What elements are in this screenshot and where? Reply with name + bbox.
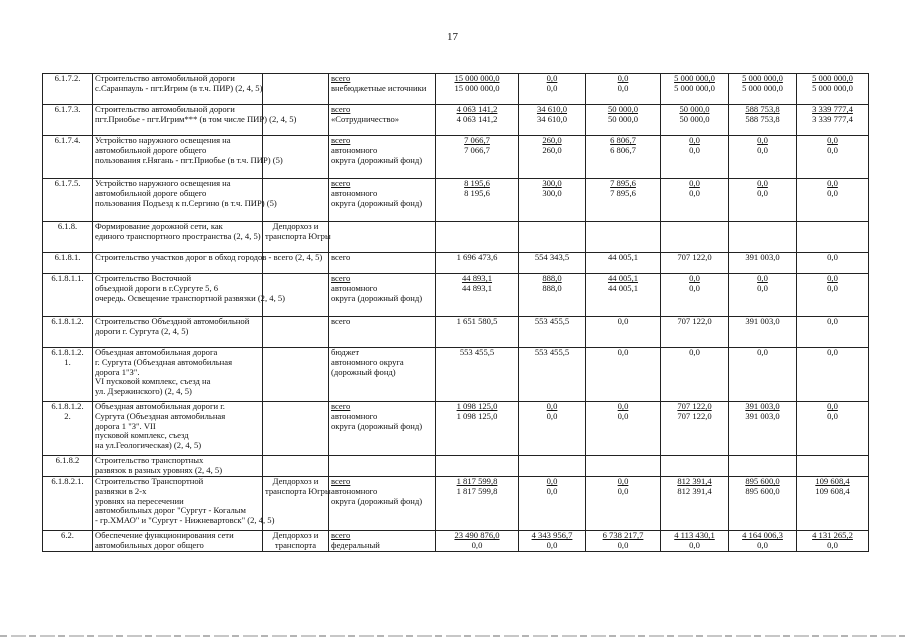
funding-source: всего внебюджетные источники: [329, 74, 436, 105]
amount-value: 5 000 000,0: [742, 73, 783, 83]
amount-value: 0,0: [827, 135, 838, 145]
table-row: [43, 179, 869, 222]
amount-col-4: [661, 105, 729, 136]
item-code: 6.2.: [43, 531, 93, 552]
amount-value: 707 122,0: [677, 401, 712, 411]
amount-value: 4 131 265,2: [812, 530, 853, 540]
amount-value: 260,0: [542, 144, 562, 155]
amount-value: 6 806,7: [610, 144, 636, 155]
program-funding-table: [42, 73, 869, 552]
amount-value: 0,0: [827, 144, 838, 155]
amount-value: 0,0: [689, 178, 700, 188]
amount-value: 0,0: [827, 252, 838, 262]
amount-value: 50 000,0: [679, 104, 710, 114]
amount-value: 44 893,1: [461, 273, 493, 283]
table-row: [43, 74, 869, 105]
amount-value: 44 893,1: [461, 282, 493, 293]
funding-source: [329, 456, 436, 477]
amount-value: 3 339 777,4: [812, 113, 853, 124]
amount-value: 0,0: [757, 144, 768, 155]
amount-value: 1 696 473,6: [456, 252, 498, 262]
amount-value: 707 122,0: [677, 252, 712, 262]
amount-col-6: [797, 253, 869, 274]
amount-col-3: [586, 348, 661, 402]
amount-value: 895 600,0: [745, 485, 780, 496]
amount-value: 0,0: [546, 485, 558, 496]
amount-value: 0,0: [757, 539, 768, 550]
amount-col-6: [797, 348, 869, 402]
amount-col-4: [661, 348, 729, 402]
amount-value: 0,0: [546, 539, 558, 550]
amount-value: 1 817 599,8: [456, 476, 498, 486]
amount-value: 4 164 006,3: [742, 530, 783, 540]
amount-col-5: [729, 402, 797, 456]
table-row: [43, 348, 869, 402]
executor: [263, 402, 329, 456]
table-row: [43, 136, 869, 179]
amount-value: 0,0: [617, 410, 629, 421]
item-code: 6.1.7.3.: [43, 105, 93, 136]
item-code: 6.1.7.5.: [43, 179, 93, 222]
amount-col-2: [519, 179, 586, 222]
amount-value: 391 003,0: [745, 252, 780, 262]
amount-value: 0,0: [546, 82, 558, 93]
amount-value: 300,0: [542, 187, 562, 198]
item-name: Строительство автомобильной дороги с.Саранпауль - пгт.Игрим (в т.ч. ПИР) (2, 4, 5): [93, 74, 263, 105]
item-name: Устройство наружного освещения на автомобильной дороге общего пользования г.Нягань - пгт.Приобье (в т.ч. ПИР) (5): [93, 136, 263, 179]
amount-value: 1 817 599,8: [456, 485, 498, 496]
amount-value: 0,0: [617, 401, 629, 411]
amount-col-2: [519, 105, 586, 136]
amount-value: 7 895,6: [610, 178, 636, 188]
amount-value: 0,0: [689, 347, 700, 357]
table-row: [43, 222, 869, 253]
amount-value: 7 066,7: [464, 135, 490, 145]
table-row: [43, 105, 869, 136]
amount-value: 3 339 777,4: [812, 104, 853, 114]
amount-col-6: [797, 477, 869, 531]
item-name: Строительство Объездной автомобильной дороги г. Сургута (2, 4, 5): [93, 317, 263, 348]
amount-value: 0,0: [689, 187, 700, 198]
amount-col-1: [436, 402, 519, 456]
amount-value: 8 195,6: [464, 187, 490, 198]
amount-col-3: [586, 253, 661, 274]
amount-col-5: [729, 456, 797, 477]
amount-value: 553 455,5: [534, 316, 570, 326]
amount-col-6: [797, 105, 869, 136]
amount-col-5: [729, 105, 797, 136]
item-code: 6.1.7.4.: [43, 136, 93, 179]
amount-value: 391 003,0: [745, 316, 780, 326]
amount-value: 0,0: [757, 347, 768, 357]
amount-col-5: [729, 179, 797, 222]
amount-value: 554 343,5: [534, 252, 570, 262]
amount-col-3: [586, 222, 661, 253]
funding-source: всего автономного округа (дорожный фонд): [329, 477, 436, 531]
amount-col-1: [436, 136, 519, 179]
amount-col-6: [797, 74, 869, 105]
amount-col-4: [661, 179, 729, 222]
item-code: 6.1.8.1.2. 1.: [43, 348, 93, 402]
funding-source: всего «Сотрудничество»: [329, 105, 436, 136]
amount-value: 4 113 430,1: [674, 530, 715, 540]
amount-value: 7 066,7: [464, 144, 490, 155]
amount-col-6: [797, 179, 869, 222]
item-code: 6.1.8.1.: [43, 253, 93, 274]
amount-value: 23 490 876,0: [454, 530, 500, 540]
funding-source: всего автономного округа (дорожный фонд): [329, 402, 436, 456]
amount-value: 34 610,0: [536, 104, 568, 114]
table-row: [43, 253, 869, 274]
table-row: [43, 531, 869, 552]
amount-value: 0,0: [546, 410, 558, 421]
executor: [263, 456, 329, 477]
item-code: 6.1.8.1.1.: [43, 274, 93, 317]
item-name: Строительство участков дорог в обход городов - всего (2, 4, 5): [93, 253, 263, 274]
amount-value: 0,0: [689, 135, 700, 145]
amount-value: 0,0: [689, 273, 700, 283]
item-code: 6.1.8.1.2. 2.: [43, 402, 93, 456]
amount-col-5: [729, 317, 797, 348]
table-row: [43, 456, 869, 477]
funding-source: всего автономного округа (дорожный фонд): [329, 179, 436, 222]
table-row: [43, 402, 869, 456]
amount-value: 5 000 000,0: [812, 73, 853, 83]
amount-value: 0,0: [827, 187, 838, 198]
amount-value: 0,0: [827, 273, 838, 283]
amount-col-2: [519, 74, 586, 105]
amount-col-5: [729, 222, 797, 253]
amount-value: 15 000 000,0: [454, 73, 500, 83]
amount-value: 0,0: [757, 135, 768, 145]
amount-value: 6 806,7: [610, 135, 636, 145]
amount-col-2: [519, 136, 586, 179]
amount-value: 50 000,0: [607, 113, 639, 124]
amount-value: 895 600,0: [745, 476, 780, 486]
amount-value: 0,0: [617, 476, 629, 486]
amount-col-1: [436, 253, 519, 274]
amount-value: 1 098 125,0: [456, 410, 498, 421]
amount-col-4: [661, 253, 729, 274]
item-code: 6.1.8.2: [43, 456, 93, 477]
funding-source: [329, 222, 436, 253]
amount-col-3: [586, 105, 661, 136]
amount-col-5: [729, 348, 797, 402]
amount-col-2: [519, 477, 586, 531]
amount-value: 0,0: [757, 282, 768, 293]
amount-col-1: [436, 348, 519, 402]
funding-source: всего федеральный: [329, 531, 436, 552]
executor: Депдорхоз и транспорта Югры: [263, 477, 329, 531]
amount-value: 5 000 000,0: [674, 82, 715, 93]
amount-col-5: [729, 274, 797, 317]
amount-col-3: [586, 317, 661, 348]
amount-value: 0,0: [827, 282, 838, 293]
amount-col-1: [436, 274, 519, 317]
page-number: 17: [447, 31, 458, 43]
amount-value: 44 005,1: [607, 282, 639, 293]
amount-col-3: [586, 136, 661, 179]
amount-value: 0,0: [617, 82, 629, 93]
item-code: 6.1.7.2.: [43, 74, 93, 105]
amount-value: 0,0: [827, 539, 838, 550]
amount-value: 300,0: [542, 178, 562, 188]
amount-value: 0,0: [827, 178, 838, 188]
item-name: Строительство автомобильной дороги пгт.Приобье - пгт.Игрим*** (в том числе ПИР) (2, 4, 5): [93, 105, 263, 136]
amount-col-6: [797, 136, 869, 179]
item-name: Объездная автомобильная дорога г. Сургута (Объездная автомобильная дорога 1"З". VI пусковой комплекс, съезд на ул. Дзержинского) (2, 4, 5): [93, 348, 263, 402]
amount-value: 0,0: [827, 347, 838, 357]
amount-value: 812 391,4: [677, 485, 712, 496]
amount-value: 707 122,0: [677, 410, 712, 421]
amount-value: 812 391,4: [677, 476, 712, 486]
amount-col-6: [797, 222, 869, 253]
amount-value: 0,0: [827, 410, 838, 421]
amount-value: 34 610,0: [536, 113, 568, 124]
table-row: [43, 477, 869, 531]
amount-value: 6 738 217,7: [602, 530, 644, 540]
amount-col-3: [586, 74, 661, 105]
amount-col-4: [661, 317, 729, 348]
amount-col-5: [729, 74, 797, 105]
amount-col-2: [519, 253, 586, 274]
amount-col-5: [729, 253, 797, 274]
item-name: Устройство наружного освещения на автомобильной дороге общего пользования Подъезд к п.Сергино (в т.ч. ПИР) (5): [93, 179, 263, 222]
amount-col-1: [436, 105, 519, 136]
amount-value: 391 003,0: [745, 401, 780, 411]
item-name: Формирование дорожной сети, как единого транспортного пространства (2, 4, 5): [93, 222, 263, 253]
item-code: 6.1.8.1.2.: [43, 317, 93, 348]
executor: [263, 317, 329, 348]
amount-value: 5 000 000,0: [674, 73, 715, 83]
amount-col-1: [436, 317, 519, 348]
amount-value: 588 753,8: [745, 104, 780, 114]
amount-value: 44 005,1: [607, 273, 639, 283]
amount-value: 1 098 125,0: [456, 401, 498, 411]
executor: [263, 348, 329, 402]
amount-value: 5 000 000,0: [812, 82, 853, 93]
amount-value: 0,0: [617, 316, 629, 326]
amount-value: 0,0: [827, 401, 838, 411]
scan-edge-artifact: [0, 635, 905, 637]
amount-value: 888,0: [542, 282, 562, 293]
funding-source: всего автономного округа (дорожный фонд): [329, 274, 436, 317]
amount-value: 0,0: [689, 539, 700, 550]
amount-col-6: [797, 531, 869, 552]
amount-value: 4 343 956,7: [531, 530, 573, 540]
amount-col-3: [586, 179, 661, 222]
executor: Депдорхоз и транспорта Югры: [263, 222, 329, 253]
amount-value: 4 063 141,2: [456, 113, 498, 124]
amount-col-4: [661, 136, 729, 179]
amount-value: 8 195,6: [464, 178, 490, 188]
item-name: Строительство Восточной объездной дороги в г.Сургуте 5, 6 очередь. Освещение транспортной развязки (2, 4, 5): [93, 274, 263, 317]
amount-value: 888,0: [542, 273, 562, 283]
amount-value: 0,0: [617, 485, 629, 496]
amount-col-2: [519, 317, 586, 348]
amount-col-6: [797, 402, 869, 456]
amount-value: 50 000,0: [607, 104, 639, 114]
amount-value: 1 651 580,5: [456, 316, 498, 326]
table-row: [43, 274, 869, 317]
amount-value: 391 003,0: [745, 410, 780, 421]
amount-value: 5 000 000,0: [742, 82, 783, 93]
amount-col-3: [586, 274, 661, 317]
amount-col-3: [586, 402, 661, 456]
item-code: 6.1.8.: [43, 222, 93, 253]
amount-col-5: [729, 531, 797, 552]
executor: Депдорхоз и транспорта: [263, 531, 329, 552]
amount-value: 44 005,1: [607, 252, 639, 262]
funding-source: всего автономного округа (дорожный фонд): [329, 136, 436, 179]
amount-col-3: [586, 531, 661, 552]
item-name: Строительство Транспортной развязки в 2-х уровнях на пересечении автомобильных дорог "Сургут - Когалым - гр.ХМАО" и "Сургут - Нижневартовск" (2, 4, 5): [93, 477, 263, 531]
amount-value: 553 455,5: [459, 347, 495, 357]
amount-value: 707 122,0: [677, 316, 712, 326]
amount-col-4: [661, 402, 729, 456]
funding-source: всего: [329, 253, 436, 274]
funding-source: бюджет автономного округа (дорожный фонд): [329, 348, 436, 402]
amount-value: 0,0: [757, 187, 768, 198]
amount-value: 7 895,6: [610, 187, 636, 198]
amount-value: 0,0: [757, 273, 768, 283]
amount-value: 0,0: [827, 316, 838, 326]
amount-value: 0,0: [757, 178, 768, 188]
item-code: 6.1.8.2.1.: [43, 477, 93, 531]
item-name: Объездная автомобильная дороги г. Сургута (Объездная автомобильная дорога 1 "З". VII пусковой комплекс, съезд на ул.Геологическая) (2, 4, 5): [93, 402, 263, 456]
item-name: Обеспечение функционирования сети автомобильных дорог общего: [93, 531, 263, 552]
amount-col-2: [519, 456, 586, 477]
amount-col-2: [519, 274, 586, 317]
amount-col-3: [586, 456, 661, 477]
amount-value: 0,0: [617, 347, 629, 357]
amount-col-2: [519, 402, 586, 456]
amount-col-3: [586, 477, 661, 531]
amount-col-1: [436, 456, 519, 477]
amount-value: 50 000,0: [679, 113, 710, 124]
amount-value: 0,0: [689, 282, 700, 293]
amount-value: 0,0: [471, 539, 483, 550]
amount-value: 0,0: [689, 144, 700, 155]
amount-col-4: [661, 222, 729, 253]
item-name: Строительство транспортных развязок в разных уровнях (2, 4, 5): [93, 456, 263, 477]
amount-col-1: [436, 74, 519, 105]
executor: [263, 74, 329, 105]
amount-col-4: [661, 74, 729, 105]
amount-value: 15 000 000,0: [454, 82, 500, 93]
amount-col-1: [436, 531, 519, 552]
amount-col-6: [797, 274, 869, 317]
amount-col-2: [519, 348, 586, 402]
amount-col-4: [661, 456, 729, 477]
amount-value: 4 063 141,2: [456, 104, 498, 114]
amount-col-4: [661, 531, 729, 552]
amount-col-6: [797, 317, 869, 348]
amount-col-2: [519, 531, 586, 552]
amount-value: 588 753,8: [745, 113, 780, 124]
amount-value: 109 608,4: [815, 485, 850, 496]
amount-value: 260,0: [542, 135, 562, 145]
amount-col-1: [436, 179, 519, 222]
amount-col-1: [436, 477, 519, 531]
amount-value: 0,0: [617, 539, 629, 550]
table-row: [43, 317, 869, 348]
amount-col-5: [729, 477, 797, 531]
amount-col-4: [661, 274, 729, 317]
amount-value: 553 455,5: [534, 347, 570, 357]
amount-value: 0,0: [546, 476, 558, 486]
amount-col-6: [797, 456, 869, 477]
amount-value: 0,0: [546, 401, 558, 411]
amount-col-5: [729, 136, 797, 179]
amount-col-2: [519, 222, 586, 253]
amount-col-4: [661, 477, 729, 531]
amount-value: 109 608,4: [815, 476, 850, 486]
amount-col-1: [436, 222, 519, 253]
funding-source: всего: [329, 317, 436, 348]
amount-value: 0,0: [546, 73, 558, 83]
amount-value: 0,0: [617, 73, 629, 83]
